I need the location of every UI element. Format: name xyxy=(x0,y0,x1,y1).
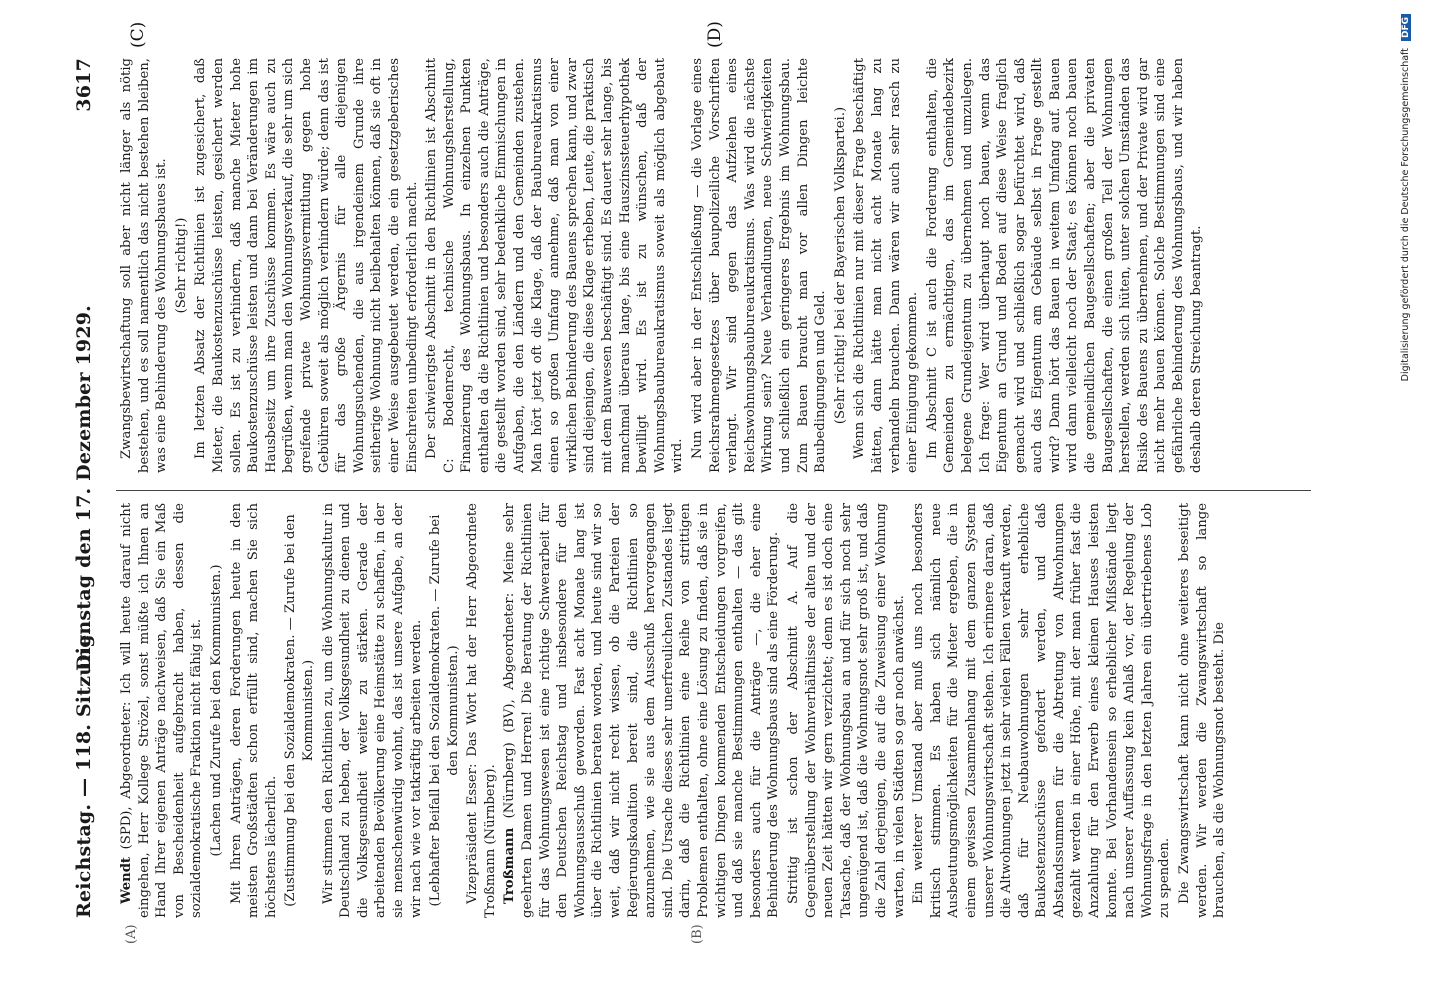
paragraph-text: Im letzten Absatz der Richtlinien ist zugesichert, daß Mieter, die Baukostenzuschüsse leisten, gesichert werden sollen. Es ist zu verhindern, daß manche Mieter hohe Baukostenzuschüsse leisten und dann bei Veränderungen im Hausbesitz um ihre Zuschüsse kommen. Es wäre auch zu begrüßen, wenn man den Wohnungsverkauf, die sehr um sich greifende private Wohnungsvermittlung gegen hohe Gebühren soweit als möglich verhindern würde; denn das ist für das große Ärgernis für alle diejenigen Wohnungsuchenden, die aus irgendeinem Grunde ihre seitherige Wohnung nicht beibehalten können, daß sie oft in einer Weise ausgebeutet werden, die ein gesetzgeberisches Einschreiten unbedingt erforderlich macht. xyxy=(193,58,420,473)
dfg-logo: DFG xyxy=(1401,14,1411,41)
paragraph xyxy=(501,503,783,918)
digitization-note xyxy=(1400,0,1411,1000)
margin-marker-c: (C) xyxy=(128,21,148,48)
paragraph xyxy=(910,503,1174,918)
paragraph-text: Ein weiterer Umstand aber muß uns noch besonders kritisch stimmen. Es haben sich nämlich neue Ausbeutungsmöglichkeiten für die Mieter ergeben, die in einem gewissen Zusammenhang mit dem ganzen System unserer Wohnungswirtschaft stehen. Ich erinnere daran, daß die Altwohnungen jetzt in sehr vielen Fällen verkauft werden, daß für Neubauwohnungen sehr erhebliche Baukostenzuschüsse gefordert werden, und daß Abstandssummen für die Abtretung von Altwohnungen gezahlt werden in einer Höhe, mit der man früher fast die Anzahlung für den Erwerb eines kleinen Hauses leisten konnte. Bei Vorhandensein so erheblicher Mißstände liegt nach unserer Auffassung kein Anlaß vor, der Regelung der Wohnungsfrage in den letzten Jahren ein übertriebenes Lob zu spenden. xyxy=(911,503,1173,918)
paragraph xyxy=(464,503,499,918)
paragraph-text: Der schwierigste Abschnitt in den Richtlinien ist Abschnitt C: Bodenrecht, technische Wohnungsherstellung, Finanzierung des Wohnungsbaus. In einzelnen Punkten enthalten da die Richtlinien und besonders auch die Anträge, die gestellt worden sind, sehr bedenkliche Einmischungen in Aufgaben, die den Ländern und den Gemeinden zustehen. Man hört jetzt oft die Klage, daß der Baubureaukratismus einen so großen Umfang annehme, daß man von einer wirklichen Behinderung des Bauens sprechen kann, und zwar sind diejenigen, die diese Klage erheben, Leute, die praktisch mit dem Bauwesen beschäftigt sind. Es dauert sehr lange, bis manchmal überaus lange, bis eine Hauszinssteuerhypothek bewilligt wird. Es ist zu wünschen, daß der Wohnungsbaubureaukratismus soweit als möglich abgebaut wird. xyxy=(424,58,686,473)
paragraph-text: (Sehr richtig!) xyxy=(173,217,189,314)
paragraph-text: (Lebhafter Beifall bei den Sozialdemokraten. — Zurufe bei den Kommunisten.) xyxy=(428,514,461,907)
interjection xyxy=(173,58,191,473)
page-header xyxy=(64,58,104,918)
margin-marker-b: (B) xyxy=(690,924,705,944)
paragraph xyxy=(118,58,171,473)
column-divider xyxy=(116,490,1311,491)
paragraph xyxy=(192,58,421,473)
paragraph-text: Wenn sich die Richtlinien nur mit dieser Frage beschäftigt hätten, dann hätte man nicht acht Monate lang zu verhandeln brauchen. Dann wären wir auch sehr rasch zu einer Einigung gekommen. xyxy=(852,58,921,473)
paragraph-text: Zwangsbewirtschaftung soll aber nicht länger als nötig bestehen, und es soll namentlich das nicht bestehen bleiben, was eine Behinderung des Wohnungsbaues ist. xyxy=(119,58,170,473)
page-number: 3617 xyxy=(73,58,95,112)
paragraph xyxy=(228,503,281,918)
speaker-name: Troßmann xyxy=(502,827,518,904)
right-column xyxy=(118,58,1308,473)
paragraph-text: Strittig ist schon der Abschnitt A. Auf die Gegenüberstellung der Wohnverhältnisse der alten und der neuen Zeit hätten wir gern verzichtet; denn es ist doch eine Tatsache, daß der Wohnungsbau an und für sich noch sehr ungenügend ist, daß die Wohnungsnot sehr groß ist, und daß die Zahl derjenigen, die auf die Zuweisung einer Wohnung warten, in vielen Städten so gar noch anwächst. xyxy=(785,503,907,918)
left-column xyxy=(118,503,1308,918)
paragraph-text: (SPD), Abgeordneter: Ich will heute darauf nicht eingehen, Herr Kollege Strözel, sonst müßte ich Ihnen an Hand Ihrer eigenen Anträge nachweisen, daß Sie ein Maß von Bescheidenheit aufgebracht haben, dessen die sozialdemokratische Fraktion nicht fähig ist. xyxy=(119,503,205,918)
speaker-name: Wendt xyxy=(119,856,134,904)
paragraph xyxy=(423,58,687,473)
paragraph xyxy=(785,503,908,918)
paragraph-text: (Lachen und Zurufe bei den Kommunisten.) xyxy=(208,564,224,857)
interjection xyxy=(832,58,850,473)
margin-marker-a: (A) xyxy=(124,924,139,944)
paragraph-text: Mit Ihren Anträgen, deren Forderungen heute in den meisten Großstädten schon erfüllt sind, machen Sie sich höchstens lächerlich. xyxy=(228,503,279,918)
header-date: Dienstag den 17. Dezember 1929. xyxy=(73,305,95,671)
paragraph-text: Nun wird aber in der Entschließung — die Vorlage eines Reichsrahmengesetzes über baupolizeiliche Vorschriften verlangt. Wir sind gegen das Aufziehen eines Reichswohnungsbaubureaukratismus. Was wird die nächste Wirkung sein? Neue Verhandlungen, neue Schwierigkeiten und schließlich ein geringeres Ergebnis im Wohnungsbau. Zum Bauen braucht man vor allen Dingen leichte Baubedingungen und Geld. xyxy=(690,58,829,473)
paragraph-text: Die Zwangswirtschaft kann nicht ohne weiteres beseitigt werden. Wir werden die Zwangswirtschaft so lange brauchen, als die Wohnungsnot besteht. Die xyxy=(1177,503,1228,918)
interjection xyxy=(427,503,462,918)
paragraph xyxy=(689,58,830,473)
digitization-text: Digitalisierung gefördert durch die Deutsche Forschungsgemeinschaft xyxy=(1400,48,1411,382)
paragraph-text: (Nürnberg) (BV), Abgeordneter: Meine sehr geehrten Damen und Herren! Die Beratung der Richtlinien für das Wohnungswesen ist eine richtige Schwerarbeit für den Deutschen Reichstag und insbesondere für den Wohnungsausschuß geworden. Fast acht Monate lang ist über die Richtlinien beraten worden, und heute sind wir so weit, daß wir nicht recht wissen, ob die Parteien der Regierungskoalition bereit sind, die Richtlinien so anzunehmen, wie sie aus dem Ausschuß hervorgegangen sind. Die Ursache dieses sehr unerfreulichen Zustandes liegt darin, daß die Richtlinien eine Reihe von strittigen Problemen enthalten, ohne eine Lösung zu finden, daß sie in wichtigen Dingen kommenden Entscheidungen vorgreifen, und daß sie manche Bestimmungen enthalten — das gilt besonders auch für die Anträge —, die eher eine Behinderung des Wohnungsbaus sind als eine Förderung. xyxy=(502,503,782,918)
paragraph-text: Wir stimmen den Richtlinien zu, um die Wohnungskultur in Deutschland zu heben, der Volksgesundheit zu dienen und die Volksgesundheit weiter zu stärken. Gerade der arbeitenden Bevölkerung eine Heimstätte zu schaffen, in der sie menschenwürdig wohnt, das ist unsere Aufgabe, an der wir nach wie vor tatkräftig arbeiten werden. xyxy=(320,503,424,918)
paragraph xyxy=(118,503,206,918)
paragraph xyxy=(924,58,1206,473)
interjection xyxy=(282,503,317,918)
paragraph xyxy=(1176,503,1229,918)
paragraph xyxy=(320,503,426,918)
interjection xyxy=(208,503,226,918)
margin-marker-d: (D) xyxy=(705,21,725,48)
paragraph-text: Vizepräsident Esser: Das Wort hat der Herr Abgeordnete Troßmann (Nürnberg). xyxy=(465,503,498,918)
paragraph xyxy=(851,58,921,473)
paragraph-text: (Zustimmung bei den Sozialdemokraten. — Zurufe bei den Kommunisten.) xyxy=(283,514,316,907)
paragraph-text: Im Abschnitt C ist auch die Forderung enthalten, die Gemeinden zu ermächtigen, das im Gemeindebezirk belegene Grundeigentum zu übernehmen und umzulegen. Ich frage: Wer wird überhaupt noch bauen, wenn das Eigentum an Grund und Boden auf diese Weise fraglich gemacht wird und schließlich sogar befürchtet wird, daß auch das Eigentum am Gebäude selbst in Frage gestellt wird? Dann hört das Bauen in weitem Umfang auf. Bauen wird dann vielleicht noch der Staat; es können noch bauen die gemeindlichen Baugesellschaften; aber die privaten Baugesellschaften, die einen großen Teil der Wohnungen herstellen, werden sich hüten, unter solchen Umständen das Risiko des Bauens zu übernehmen, und der Private wird gar nicht mehr bauen können. Solche Bestimmungen sind eine gefährliche Behinderung des Wohnungsbaus, und wir haben deshalb deren Streichung beantragt. xyxy=(924,58,1204,473)
paragraph-text: (Sehr richtig! bei der Bayerischen Volkspartei.) xyxy=(832,106,848,425)
header-left: Reichstag. — 118. Sitzung. xyxy=(73,627,95,918)
